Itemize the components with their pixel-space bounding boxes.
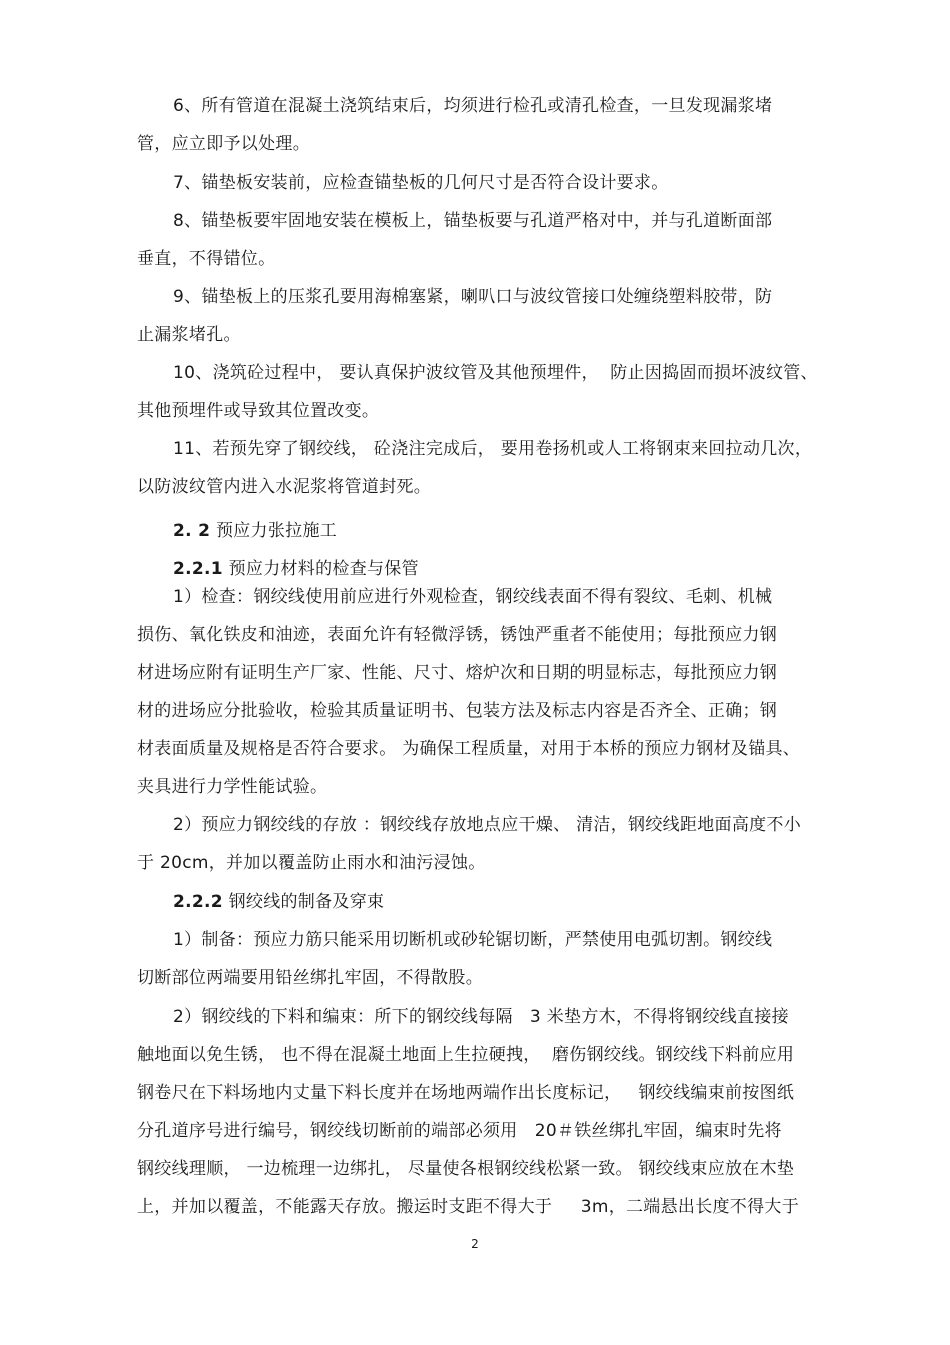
cutting-para-line-1: 2）钢绞线的下料和编束：所下的钢绞线每隔 3 米垫方木，不得将钢绞线直接接 — [173, 1007, 789, 1027]
para-6-line-2: 管，应立即予以处理。 — [137, 134, 310, 154]
section-2-2-1-title: 预应力材料的检查与保管 — [222, 559, 419, 579]
para-7-line-1: 7、锚垫板安装前，应检查锚垫板的几何尺寸是否符合设计要求。 — [173, 173, 669, 193]
para-6-line-1: 6、所有管道在混凝土浇筑结束后，均须进行检孔或清孔检查，一旦发现漏浆堵 — [173, 96, 773, 116]
para-11-line-2: 以防波纹管内进入水泥浆将管道封死。 — [137, 477, 432, 497]
cutting-para-line-6: 上，并加以覆盖，不能露天存放。搬运时支距不得大于 3m，二端悬出长度不得大于 — [137, 1197, 799, 1217]
prep-para-line-2: 切断部位两端要用铅丝绑扎牢固，不得散股。 — [137, 968, 483, 988]
cutting-para-line-2: 触地面以免生锈， 也不得在混凝土地面上生拉硬拽， 磨伤钢绞线。钢绞线下料前应用 — [137, 1045, 795, 1065]
check-para-line-5: 材表面质量及规格是否符合要求。 为确保工程质量，对用于本桥的预应力钢材及锚具、 — [137, 739, 801, 759]
prep-para-line-1: 1）制备：预应力筋只能采用切断机或砂轮锯切断，严禁使用电弧切割。钢绞线 — [173, 930, 773, 950]
para-9-line-2: 止漏浆堵孔。 — [137, 325, 241, 345]
section-2-2-number: 2. 2 — [173, 521, 211, 541]
check-para-line-2: 损伤、氧化铁皮和油迹，表面允许有轻微浮锈，锈蚀严重者不能使用；每批预应力钢 — [137, 625, 778, 645]
section-2-2-1-heading — [173, 558, 419, 580]
section-2-2-title: 预应力张拉施工 — [210, 521, 338, 541]
check-para-line-3: 材进场应附有证明生产厂家、性能、尺寸、熔炉次和日期的明显标志，每批预应力钢 — [137, 663, 778, 683]
para-10-line-1: 10、浇筑砼过程中， 要认真保护波纹管及其他预埋件， 防止因捣固而损坏波纹管、 — [173, 363, 818, 383]
cutting-para-line-4: 分孔道序号进行编号，钢绞线切断前的端部必须用 20＃铁丝绑扎牢固，编束时先将 — [137, 1121, 782, 1141]
para-11-line-1: 11、若预先穿了钢绞线， 砼浇注完成后， 要用卷扬机或人工将钢束来回拉动几次， — [173, 439, 813, 459]
section-2-2-1-number: 2.2.1 — [173, 559, 223, 579]
storage-para-line-1: 2）预应力钢绞线的存放 ：钢绞线存放地点应干燥、 清洁，钢绞线距地面高度不小 — [173, 815, 802, 835]
cutting-para-line-5: 钢绞线理顺， 一边梳理一边绑扎， 尽量使各根钢绞线松紧一致。 钢绞线束应放在木垫 — [137, 1159, 795, 1179]
para-8-line-2: 垂直，不得错位。 — [137, 249, 276, 269]
storage-para-line-2: 于 20cm，并加以覆盖防止雨水和油污浸蚀。 — [137, 853, 486, 873]
check-para-line-6: 夹具进行力学性能试验。 — [137, 777, 328, 797]
cutting-para-line-3: 钢卷尺在下料场地内丈量下料长度并在场地两端作出长度标记， 钢绞线编束前按图纸 — [137, 1083, 795, 1103]
para-9-line-1: 9、锚垫板上的压浆孔要用海棉塞紧，喇叭口与波纹管接口处缠绕塑料胶带，防 — [173, 287, 773, 307]
check-para-line-1: 1）检查：钢绞线使用前应进行外观检查，钢绞线表面不得有裂纹、毛刺、机械 — [173, 587, 773, 607]
section-2-2-2-number: 2.2.2 — [173, 892, 223, 912]
section-2-2-2-title: 钢绞线的制备及穿束 — [222, 892, 385, 912]
para-10-line-2: 其他预埋件或导致其位置改变。 — [137, 401, 380, 421]
para-8-line-1: 8、锚垫板要牢固地安装在模板上，锚垫板要与孔道严格对中，并与孔道断面部 — [173, 211, 773, 231]
section-2-2-heading — [173, 520, 337, 542]
check-para-line-4: 材的进场应分批验收，检验其质量证明书、包装方法及标志内容是否齐全、正确；钢 — [137, 701, 778, 721]
section-2-2-2-heading — [173, 891, 384, 913]
page-number: 2 — [471, 1237, 479, 1251]
